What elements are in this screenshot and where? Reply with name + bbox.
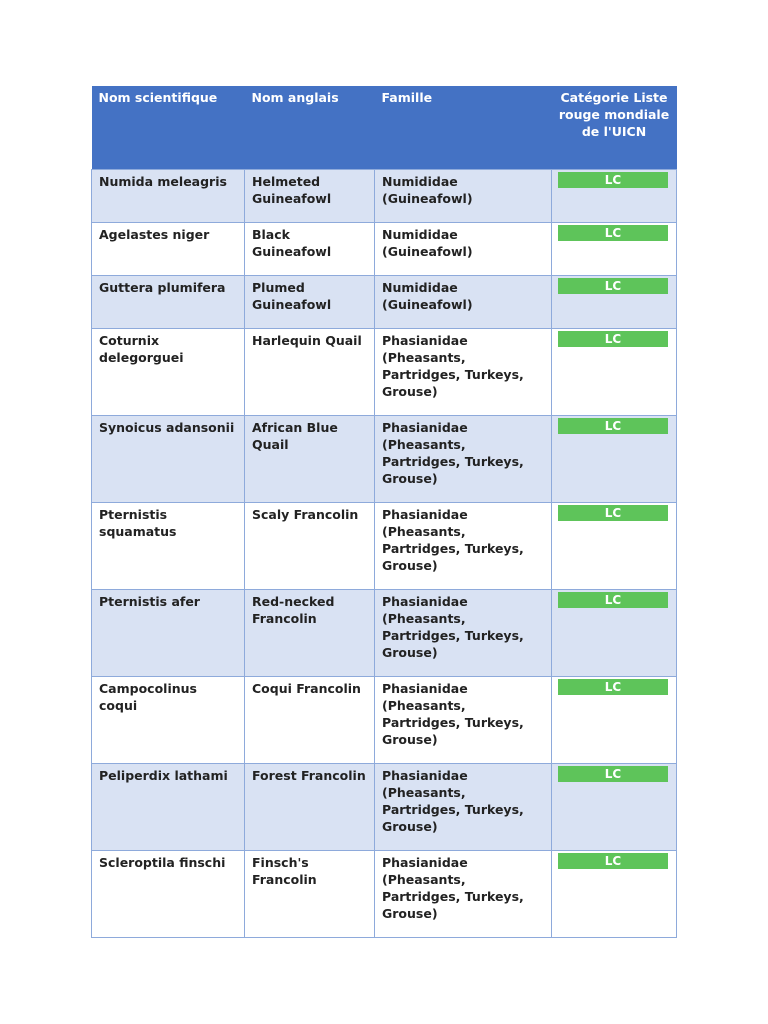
cell-family: Phasianidae (Pheasants, Partridges, Turkeys, Grouse) (375, 589, 552, 676)
iucn-status-badge: LC (558, 679, 668, 695)
cell-scientific-name: Coturnix delegorguei (92, 328, 245, 415)
cell-family: Phasianidae (Pheasants, Partridges, Turkeys, Grouse) (375, 502, 552, 589)
cell-scientific-name: Pternistis afer (92, 589, 245, 676)
cell-english-name: Helmeted Guineafowl (245, 169, 375, 222)
cell-family: Phasianidae (Pheasants, Partridges, Turkeys, Grouse) (375, 328, 552, 415)
cell-scientific-name: Peliperdix lathami (92, 763, 245, 850)
cell-family: Numididae (Guineafowl) (375, 275, 552, 328)
cell-english-name: Red-necked Francolin (245, 589, 375, 676)
iucn-status-badge: LC (558, 172, 668, 188)
iucn-status-badge: LC (558, 225, 668, 241)
cell-category (552, 415, 677, 502)
species-table (91, 86, 677, 938)
table-row (92, 502, 677, 589)
cell-scientific-name: Campocolinus coqui (92, 676, 245, 763)
cell-category (552, 676, 677, 763)
iucn-status-badge: LC (558, 505, 668, 521)
cell-scientific-name: Numida meleagris (92, 169, 245, 222)
iucn-status-badge: LC (558, 853, 668, 869)
cell-family: Numididae (Guineafowl) (375, 169, 552, 222)
iucn-status-badge: LC (558, 592, 668, 608)
iucn-status-badge: LC (558, 418, 668, 434)
cell-family: Phasianidae (Pheasants, Partridges, Turkeys, Grouse) (375, 415, 552, 502)
cell-scientific-name: Agelastes niger (92, 222, 245, 275)
cell-category (552, 589, 677, 676)
cell-english-name: Scaly Francolin (245, 502, 375, 589)
cell-category (552, 502, 677, 589)
table-row (92, 275, 677, 328)
cell-scientific-name: Pternistis squamatus (92, 502, 245, 589)
cell-english-name: Black Guineafowl (245, 222, 375, 275)
cell-scientific-name: Scleroptila finschi (92, 850, 245, 937)
cell-category (552, 275, 677, 328)
cell-scientific-name: Guttera plumifera (92, 275, 245, 328)
cell-scientific-name: Synoicus adansonii (92, 415, 245, 502)
header-iucn-category: Catégorie Liste rouge mondiale de l'UICN (552, 86, 677, 169)
cell-english-name: Plumed Guineafowl (245, 275, 375, 328)
table-row (92, 222, 677, 275)
cell-english-name: Harlequin Quail (245, 328, 375, 415)
cell-category (552, 222, 677, 275)
table-header-row (92, 86, 677, 169)
table-row (92, 589, 677, 676)
cell-category (552, 328, 677, 415)
cell-english-name: African Blue Quail (245, 415, 375, 502)
cell-category (552, 850, 677, 937)
cell-category (552, 763, 677, 850)
cell-family: Phasianidae (Pheasants, Partridges, Turkeys, Grouse) (375, 676, 552, 763)
header-family: Famille (375, 86, 552, 169)
cell-family: Phasianidae (Pheasants, Partridges, Turkeys, Grouse) (375, 763, 552, 850)
cell-english-name: Finsch's Francolin (245, 850, 375, 937)
table-row (92, 676, 677, 763)
table-row (92, 415, 677, 502)
iucn-status-badge: LC (558, 331, 668, 347)
iucn-status-badge: LC (558, 278, 668, 294)
header-scientific-name: Nom scientifique (92, 86, 245, 169)
cell-english-name: Coqui Francolin (245, 676, 375, 763)
table-row (92, 850, 677, 937)
iucn-status-badge: LC (558, 766, 668, 782)
cell-category (552, 169, 677, 222)
table-row (92, 763, 677, 850)
header-english-name: Nom anglais (245, 86, 375, 169)
table-row (92, 328, 677, 415)
table-row (92, 169, 677, 222)
cell-family: Phasianidae (Pheasants, Partridges, Turkeys, Grouse) (375, 850, 552, 937)
cell-english-name: Forest Francolin (245, 763, 375, 850)
cell-family: Numididae (Guineafowl) (375, 222, 552, 275)
